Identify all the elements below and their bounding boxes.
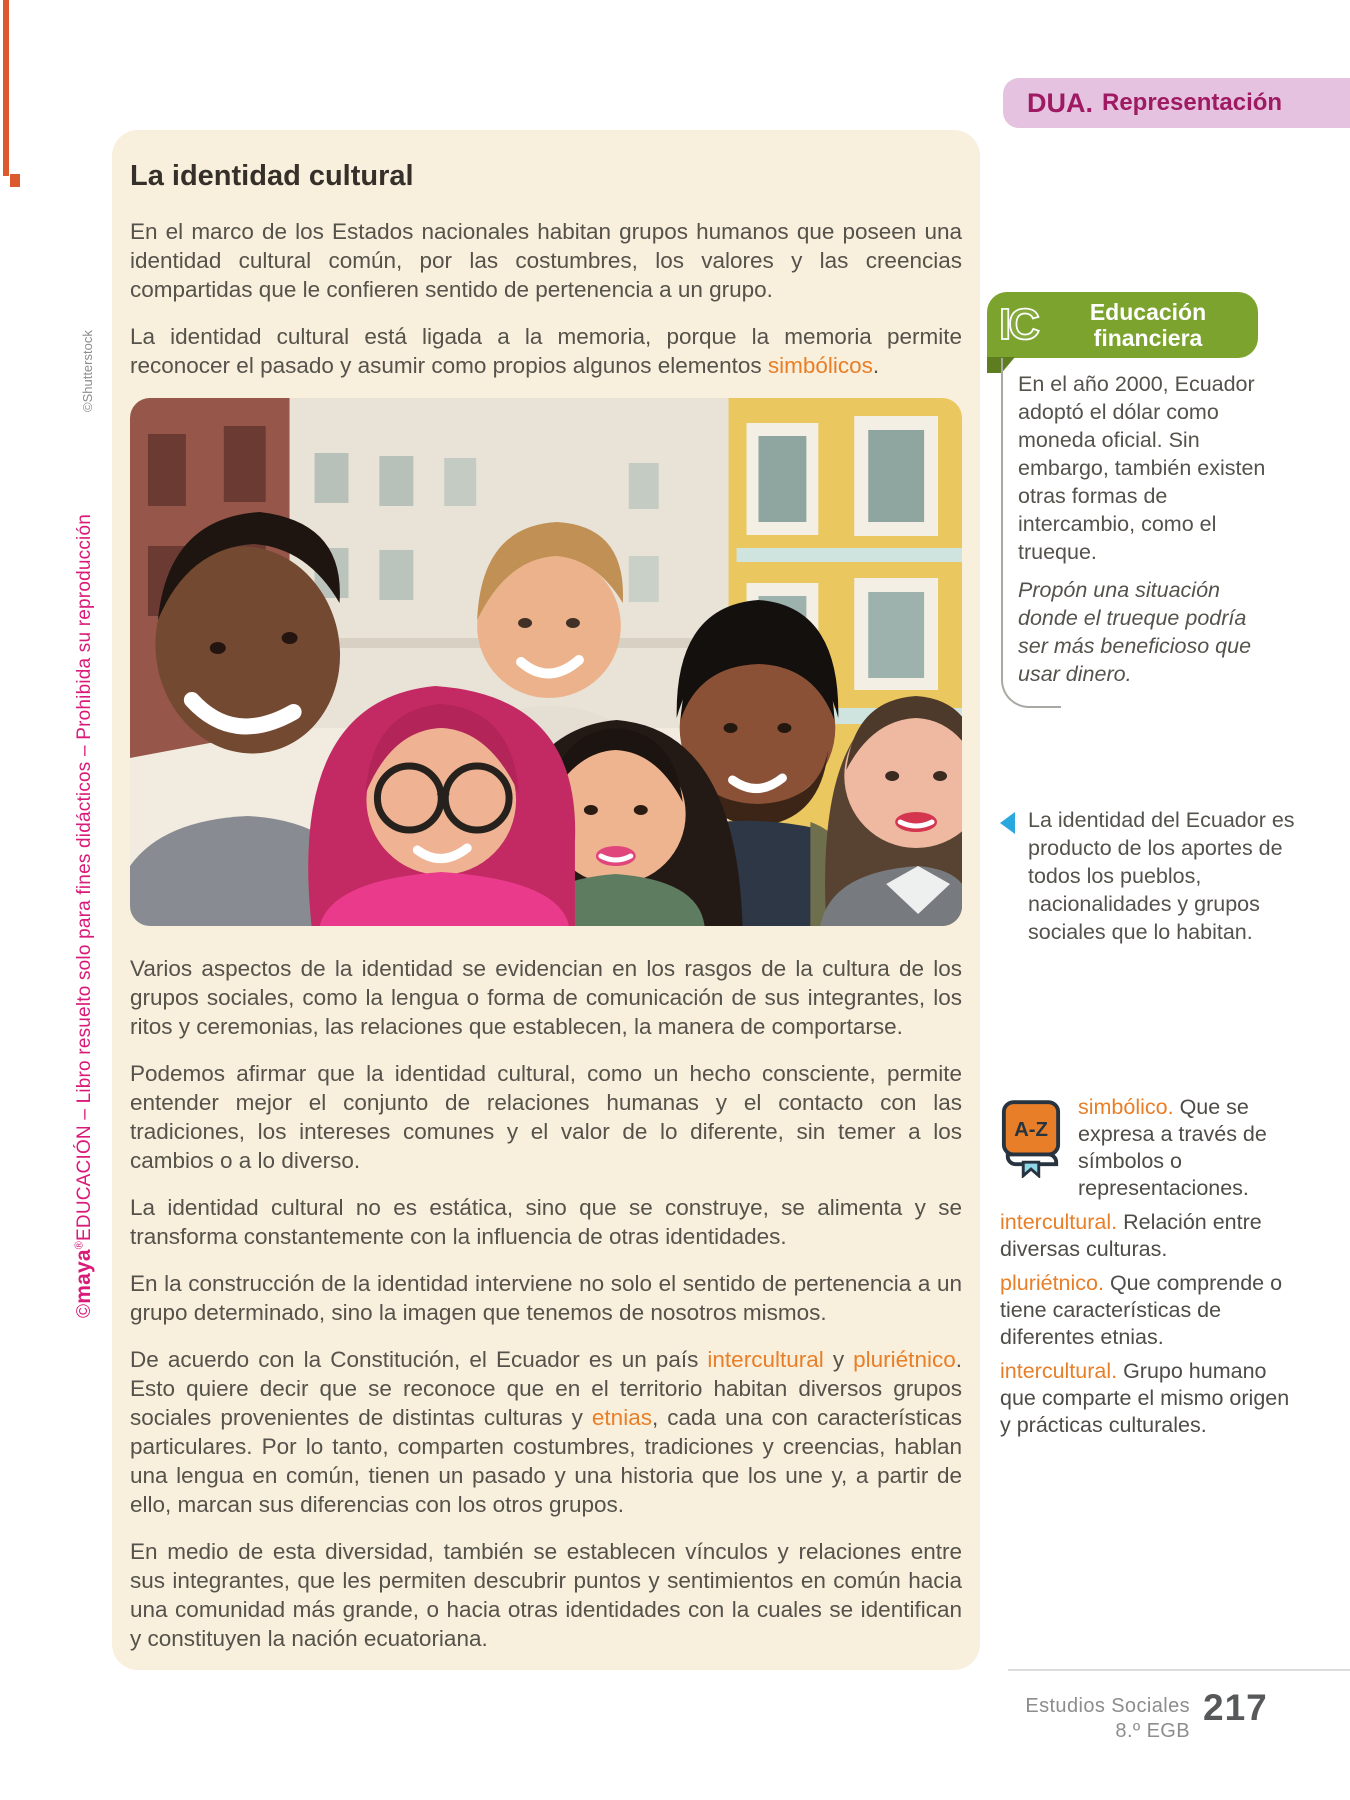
- footer-grade: 8.º EGB: [1115, 1720, 1190, 1742]
- group-photo-illustration: [130, 398, 962, 926]
- dua-badge: [1003, 78, 1350, 128]
- glossary-entry-plurietnico: pluriétnico. Que comprende o tiene características de diferentes etnias.: [1000, 1271, 1283, 1349]
- content-panel: [112, 130, 980, 1670]
- finance-badge-title: Educación financiera: [1089, 299, 1207, 351]
- copyright-sidebar: [72, 514, 96, 1318]
- finance-box-body: [1018, 370, 1270, 698]
- finance-body-text: En el año 2000, Ecuador adoptó el dólar como moneda oficial. Sin embargo, también existen otras formas de intercambio, como el trueque.: [1018, 372, 1266, 564]
- glossary: [1000, 1094, 1298, 1446]
- glossary-entry-intercultural-2: intercultural. Grupo humano que comparte el mismo origen y prácticas culturales.: [1000, 1359, 1290, 1437]
- paragraph-5: La identidad cultural no es estática, sino que se construye, se alimenta y se transforma constantemente con la influencia de otras identidades.: [130, 1195, 962, 1249]
- ic-logo: IC: [999, 300, 1037, 349]
- registered-mark: ®: [73, 1240, 86, 1250]
- finance-activity-prompt: Propón una situación donde el trueque podría ser más beneficioso que usar dinero.: [1018, 578, 1252, 686]
- footer-subject: Estudios Sociales: [1025, 1695, 1190, 1717]
- group-photo: [130, 398, 962, 926]
- dua-badge-prefix: DUA.: [1027, 87, 1093, 118]
- glossary-entry-simbolico: simbólico. Que se expresa a través de símbolos o representaciones.: [1078, 1095, 1267, 1200]
- svg-text:A-Z: A-Z: [1014, 1119, 1048, 1142]
- dua-badge-label: Representación: [1102, 89, 1283, 116]
- photo-caption-text: La identidad del Ecuador es producto de los aportes de todos los pueblos, nacionalidades y grupos sociales que lo habitan.: [1028, 808, 1295, 944]
- paragraph-6: En la construcción de la identidad interviene no solo el sentido de pertenencia a un grupo determinado, sino la imagen que tenemos de nosotros mismos.: [130, 1271, 962, 1325]
- legal-notice: EDUCACIÓN – Libro resuelto solo para fines didácticos – Prohibida su reproducción: [74, 514, 95, 1241]
- paragraph-4: Podemos afirmar que la identidad cultural, como un hecho consciente, permite entender mejor el conjunto de relaciones humanas y el contacto con las tradiciones, los intereses comunes y el valor de lo diferente, sin temer a los cambios o a lo diverso.: [130, 1061, 962, 1173]
- publisher-brand: maya: [72, 1249, 95, 1304]
- paragraph-7: De acuerdo con la Constitución, el Ecuador es un país intercultural y pluriétnico. Esto quiere decir que se reconoce que en el territorio habitan diversos grupos sociales provenientes de distintas culturas y etnias, cada una con características particulares. Por lo tanto, comparten costumbres, tradiciones y creencias, hablan una lengua en común, tienen un pasado y una historia que los une y, a partir de ello, marcan sus diferencias con los otros grupos.: [130, 1347, 962, 1517]
- page-number: 217: [1203, 1687, 1268, 1728]
- page-accent-bar-foot: [10, 174, 20, 187]
- paragraph-2: La identidad cultural está ligada a la memoria, porque la memoria permite reconocer el pasado y asumir como propios algunos elementos simbólicos.: [130, 324, 962, 378]
- photo-credit: ©Shutterstock: [80, 330, 95, 412]
- glossary-entry-intercultural-1: intercultural. Relación entre diversas culturas.: [1000, 1210, 1262, 1261]
- footer-rule: [1008, 1669, 1350, 1671]
- caption-arrow-icon: [1000, 812, 1015, 834]
- copyright-symbol: ©: [74, 1303, 95, 1318]
- paragraph-3: Varios aspectos de la identidad se evidencian en los rasgos de la cultura de los grupos sociales, como la lengua o forma de comunicación de sus integrantes, los ritos y ceremonias, las relaciones que establecen, la manera de comportarse.: [130, 956, 962, 1039]
- page-accent-bar: [3, 0, 9, 176]
- finance-education-badge: [987, 292, 1258, 358]
- page-title: La identidad cultural: [130, 160, 414, 192]
- dictionary-icon: [1000, 1098, 1062, 1178]
- footer-subject-block: [1008, 1694, 1190, 1744]
- photo-caption: [1000, 806, 1302, 946]
- paragraph-1: En el marco de los Estados nacionales habitan grupos humanos que poseen una identidad cultural común, por las costumbres, los valores y las creencias compartidas que le confieren sentido de pertenencia a un grupo.: [130, 219, 962, 302]
- paragraph-8: En medio de esta diversidad, también se establecen vínculos y relaciones entre sus integrantes, que les permiten descubrir puntos y sentimientos en común hacia una comunidad más grande, o hacia otras identidades con la cuales se identifican y constituyen la nación ecuatoriana.: [130, 1539, 962, 1651]
